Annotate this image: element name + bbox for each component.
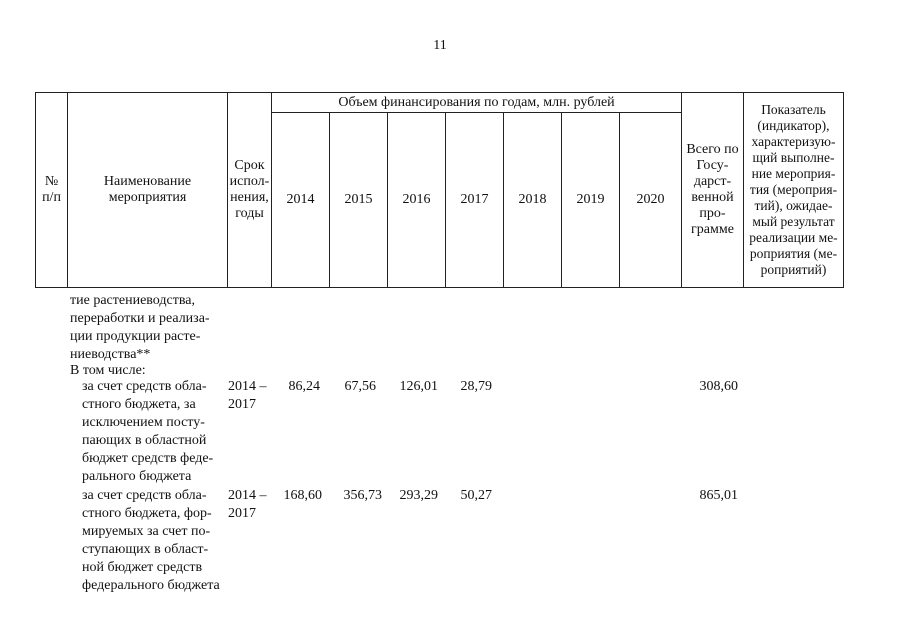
table-row-1-name: за счет средств обла- стного бюджета, за исключением посту- пающих в областной бюджет средств феде- рального бюджета xyxy=(82,379,214,484)
table-row-1-value-2017: 28,79 xyxy=(460,379,492,394)
table-row-2-name: за счет средств обла- стного бюджета, фор- мируемых за счет по- ступающих в област- ной бюджет средств федерального бюджета xyxy=(82,488,220,593)
table-row-2-value-2015: 356,73 xyxy=(343,488,382,503)
header-financing-group: Объем финансирования по годам, млн. рублей xyxy=(272,93,682,113)
header-number-column: № п/п xyxy=(36,93,68,288)
table-row-1-value-2015: 67,56 xyxy=(344,379,376,394)
header-name-column: Наименование мероприятия xyxy=(68,93,228,288)
header-year-2020: 2020 xyxy=(620,113,682,288)
table-row-2-value-2017: 50,27 xyxy=(460,488,492,503)
header-year-2014: 2014 xyxy=(272,113,330,288)
table-row-2-value-2016: 293,29 xyxy=(399,488,438,503)
header-year-2017: 2017 xyxy=(446,113,504,288)
table-row-1-total: 308,60 xyxy=(699,379,738,394)
header-term-column: Срок испол- нения, годы xyxy=(228,93,272,288)
table-row-2-value-2014: 168,60 xyxy=(283,488,322,503)
table-row-1-term: 2014 – 2017 xyxy=(228,379,267,412)
table-row-2-total: 865,01 xyxy=(699,488,738,503)
table-header xyxy=(35,92,844,288)
including-label: В том числе: xyxy=(70,363,146,378)
header-total-column: Всего по Госу- дарст- венной про- грамме xyxy=(682,93,744,288)
header-year-2019: 2019 xyxy=(562,113,620,288)
header-year-2018: 2018 xyxy=(504,113,562,288)
header-year-2016: 2016 xyxy=(388,113,446,288)
table-row-1-value-2014: 86,24 xyxy=(288,379,320,394)
table-row-1-value-2016: 126,01 xyxy=(399,379,438,394)
continuation-text: тие растениеводства, переработки и реализа- ции продукции расте- ниеводства** xyxy=(70,293,210,362)
page-number: 11 xyxy=(433,38,447,53)
header-indicator-column: Показатель (индикатор), характеризую- щий выполне- ние мероприя- тия (мероприя- тий), ожидае- мый результат реализации ме- роприятия (ме- роприятий) xyxy=(744,93,844,288)
table-row-2-term: 2014 – 2017 xyxy=(228,488,267,521)
header-year-2015: 2015 xyxy=(330,113,388,288)
